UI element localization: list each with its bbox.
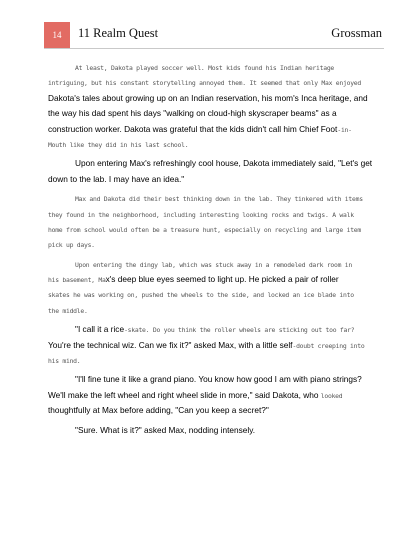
text-segment: the way his dad spent his days "walking on cloud-high skyscraper beams" as a xyxy=(48,108,337,119)
paragraph xyxy=(48,322,384,368)
paragraph xyxy=(48,191,384,253)
text-segment: Upon entering Max's refreshingly cool house, Dakota immediately said, "Let's get xyxy=(75,158,373,169)
text-line xyxy=(48,122,384,137)
text-segment: You're the technical wiz. Can we fix it?" asked Max, with a little self xyxy=(48,339,293,350)
text-line xyxy=(48,322,384,337)
text-line xyxy=(48,423,384,438)
text-segment: Max and Dakota did their best thinking down in the lab. They tinkered with items xyxy=(75,195,363,204)
page-number-badge xyxy=(44,22,70,48)
text-line xyxy=(48,191,384,206)
text-segment: Mouth like they did in his last school. xyxy=(48,140,189,149)
text-line xyxy=(48,75,384,90)
body-text xyxy=(48,60,384,438)
text-segment: x's deep blue eyes seemed to light up. He picked a pair of roller xyxy=(105,274,339,285)
header-divider xyxy=(44,48,384,49)
text-segment: We'll make the left wheel and right wheel slide in more," said Dakota, who xyxy=(48,389,321,400)
text-line xyxy=(48,60,384,75)
text-line xyxy=(48,338,384,353)
text-segment: his mind. xyxy=(48,357,81,366)
text-line xyxy=(48,207,384,222)
paragraph xyxy=(48,257,384,319)
text-segment: At least, Dakota played soccer well. Most kids found his Indian heritage xyxy=(75,64,335,72)
text-segment: skates he was working on, pushed the wheels to the side, and locked an ice blade into xyxy=(48,291,354,300)
author-name: Grossman xyxy=(331,26,382,40)
page-number: 14 xyxy=(52,30,62,40)
text-segment: "I call it a rice xyxy=(75,324,125,335)
book-title: 11 Realm Quest xyxy=(78,26,159,40)
text-line xyxy=(48,303,384,318)
text-segment: -in- xyxy=(337,125,352,134)
text-line xyxy=(48,91,384,106)
text-segment: home from school would often be a treasure hunt, especially on recycling and large item xyxy=(48,225,361,234)
text-line xyxy=(48,372,384,387)
text-line xyxy=(48,172,384,187)
text-segment: -skate. Do you think the roller wheels are sticking out too far? xyxy=(124,326,355,335)
text-line xyxy=(48,287,384,302)
text-line xyxy=(48,353,384,368)
text-line xyxy=(48,222,384,237)
text-line xyxy=(48,137,384,152)
text-segment: construction worker. Dakota was grateful that the kids didn't call him Chief Foot xyxy=(48,123,338,134)
text-segment: his basement, Ma xyxy=(48,276,106,285)
text-segment: pick up days. xyxy=(48,241,95,250)
text-segment: Upon entering the dingy lab, which was stuck away in a remodeled dark room in xyxy=(75,260,353,269)
text-line xyxy=(48,237,384,252)
text-segment: -doubt creeping into xyxy=(292,341,365,350)
text-segment: thoughtfully at Max before adding, "Can you keep a secret?" xyxy=(48,405,269,416)
text-segment: down to the lab. I may have an idea." xyxy=(48,173,185,184)
paragraph xyxy=(48,372,384,418)
text-segment: intriguing, but his constant storytelling annoyed them. It seemed that only Max enjoyed xyxy=(48,79,361,88)
paragraph xyxy=(48,60,384,152)
text-line xyxy=(48,257,384,272)
paragraph xyxy=(48,423,384,438)
paragraph xyxy=(48,156,384,187)
text-segment: "I'll fine tune it like a grand piano. You know how good I am with piano strings? xyxy=(75,374,362,385)
text-line xyxy=(48,272,384,287)
text-line xyxy=(48,388,384,403)
text-line xyxy=(48,156,384,171)
text-segment: they found in the neighborhood, including interesting looking rocks and twigs. A walk xyxy=(48,210,354,219)
text-line xyxy=(48,403,384,418)
text-segment: Dakota's tales about growing up on an Indian reservation, his mom's Inca heritage, and xyxy=(48,92,368,103)
text-segment: looked xyxy=(320,391,343,400)
page-header xyxy=(0,0,420,50)
text-line xyxy=(48,106,384,121)
text-segment: "Sure. What is it?" asked Max, nodding intensely. xyxy=(75,424,256,435)
text-segment: the middle. xyxy=(48,306,88,315)
